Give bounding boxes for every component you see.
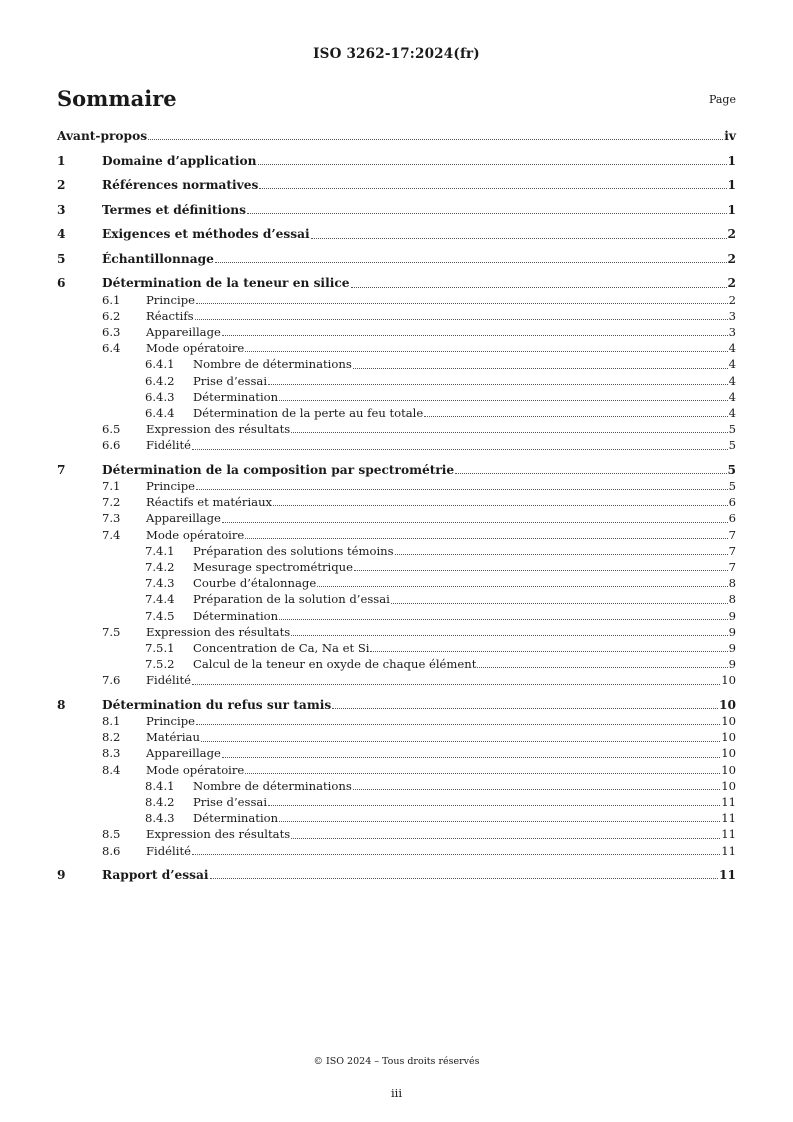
toc-entry-page: 5 <box>728 438 736 453</box>
toc-entry-number: 7.5.1 <box>145 640 175 655</box>
toc-entry-page: 4 <box>728 405 736 420</box>
toc-entry[interactable] <box>57 746 736 762</box>
toc-entry-page: 6 <box>728 511 736 526</box>
toc-entry-page: 1 <box>727 178 736 193</box>
toc-entry-page: 1 <box>727 153 736 168</box>
toc-entry-label: Calcul de la teneur en oxyde de chaque élément <box>193 657 477 672</box>
toc-entry-label: Rapport d’essai <box>102 868 209 883</box>
toc-entry[interactable] <box>57 202 736 218</box>
toc-entry-number: 7.4.5 <box>145 608 175 623</box>
toc-entry-label: Appareillage <box>146 325 221 340</box>
page-column-label: Page <box>708 93 736 106</box>
toc-entry-label: Préparation des solutions témoins <box>193 543 394 558</box>
toc-entry-label: Détermination de la perte au feu totale <box>193 405 424 420</box>
toc-entry-label: Domaine d’application <box>102 153 257 168</box>
toc-entry-label: Concentration de Ca, Na et Si <box>193 640 370 655</box>
dot-leader <box>279 619 727 620</box>
toc-entry-label: Références normatives <box>102 178 259 193</box>
toc-entry[interactable] <box>57 843 736 859</box>
toc-entry[interactable] <box>57 478 736 494</box>
toc-entry-number: 6.1 <box>102 292 121 307</box>
toc-entry-number: 3 <box>57 202 66 217</box>
toc-entry-page: 10 <box>721 762 736 777</box>
toc-entry-number: 8.4.1 <box>145 778 175 793</box>
toc-entry-page: 3 <box>728 325 736 340</box>
toc-entry-page: 2 <box>728 292 736 307</box>
toc-entry-number: 6.3 <box>102 325 121 340</box>
toc-entry-page: 9 <box>728 624 736 639</box>
page-number: iii <box>390 1086 403 1100</box>
dot-leader <box>279 821 720 822</box>
toc-entry-number: 7.4 <box>102 527 121 542</box>
dot-leader <box>291 635 727 636</box>
dot-leader <box>353 789 720 790</box>
toc-entry-page: 8 <box>728 576 736 591</box>
toc-entry-number: 6.5 <box>102 422 121 437</box>
toc-entry-number: 6.4.2 <box>145 373 175 388</box>
dot-leader <box>196 724 720 725</box>
toc-entry-number: 7.6 <box>102 673 121 688</box>
dot-leader <box>317 586 727 587</box>
toc-entry-page: 8 <box>728 592 736 607</box>
toc-entry-number: 6 <box>57 276 66 291</box>
toc-entry-label: Détermination de la composition par spectrométrie <box>102 462 455 477</box>
toc-entry[interactable] <box>57 559 736 575</box>
toc-entry-label: Détermination <box>193 608 279 623</box>
toc-entry-label: Détermination <box>193 811 279 826</box>
dot-leader <box>192 449 728 450</box>
toc-entry-page: 2 <box>727 276 736 291</box>
toc-entry-label: Détermination <box>193 389 279 404</box>
dot-leader <box>215 262 727 263</box>
toc-entry[interactable] <box>57 405 736 421</box>
toc-entry-page: 11 <box>719 868 736 883</box>
toc-entry[interactable] <box>57 275 736 291</box>
toc-entry-label: Détermination de la teneur en silice <box>102 276 350 291</box>
toc-entry[interactable] <box>57 697 736 713</box>
toc-entry-number: 7.2 <box>102 495 121 510</box>
toc-entry[interactable] <box>57 324 736 340</box>
toc-entry-label: Avant-propos <box>57 128 148 143</box>
toc-entry-number: 6.4 <box>102 341 121 356</box>
dot-leader <box>148 139 723 140</box>
toc-entry-label: Exigences et méthodes d’essai <box>102 227 310 242</box>
toc-entry-page: 2 <box>727 227 736 242</box>
toc-entry-page: 10 <box>719 697 736 712</box>
toc-entry-page: 5 <box>728 479 736 494</box>
toc-entry[interactable] <box>57 251 736 267</box>
toc-entry-number: 6.4.3 <box>145 389 175 404</box>
toc-entry-number: 8.5 <box>102 827 121 842</box>
toc-entry-page: 10 <box>721 778 736 793</box>
dot-leader <box>222 522 728 523</box>
toc-entry-label: Principe <box>146 292 196 307</box>
document-header: ISO 3262-17:2024(fr) <box>313 46 480 62</box>
page-title: Sommaire <box>57 86 177 111</box>
toc-entry-number: 8.4.3 <box>145 811 175 826</box>
toc-entry-number: 2 <box>57 178 66 193</box>
toc-entry-label: Prise d’essai <box>193 373 268 388</box>
toc-entry[interactable] <box>57 153 736 169</box>
toc-entry-page: 11 <box>721 795 736 810</box>
dot-leader <box>291 432 727 433</box>
toc-entry-page: 7 <box>728 543 736 558</box>
dot-leader <box>245 538 727 539</box>
toc-entry[interactable] <box>57 356 736 372</box>
toc-entry[interactable] <box>57 510 736 526</box>
toc-entry-number: 7.4.2 <box>145 560 175 575</box>
toc-entry-label: Expression des résultats <box>146 624 291 639</box>
toc-entry-page: 2 <box>727 251 736 266</box>
toc-entry-label: Nombre de déterminations <box>193 778 352 793</box>
dot-leader <box>268 384 728 385</box>
toc-entry[interactable] <box>57 794 736 810</box>
toc-entry-number: 8.4 <box>102 762 121 777</box>
toc-entry-number: 8.2 <box>102 730 121 745</box>
toc-entry[interactable] <box>57 128 736 144</box>
toc-entry-page: 10 <box>721 730 736 745</box>
toc-entry-label: Expression des résultats <box>146 422 291 437</box>
toc-entry[interactable] <box>57 543 736 559</box>
toc-entry-label: Appareillage <box>146 511 221 526</box>
dot-leader <box>192 854 720 855</box>
toc-entry-label: Principe <box>146 479 196 494</box>
toc-entry-label: Mode opératoire <box>146 341 245 356</box>
toc-entry-label: Principe <box>146 714 196 729</box>
toc-entry[interactable] <box>57 713 736 729</box>
toc-entry-number: 7.4.4 <box>145 592 175 607</box>
dot-leader <box>247 213 727 214</box>
dot-leader <box>424 416 727 417</box>
toc-entry[interactable] <box>57 640 736 656</box>
toc-entry-page: 4 <box>728 341 736 356</box>
dot-leader <box>196 303 728 304</box>
dot-leader <box>351 287 727 288</box>
toc-entry-page: 11 <box>721 843 736 858</box>
dot-leader <box>391 603 728 604</box>
toc-entry-label: Appareillage <box>146 746 221 761</box>
toc-entry-page: 5 <box>727 462 736 477</box>
toc-entry[interactable] <box>57 437 736 453</box>
toc-entry-number: 8.1 <box>102 714 121 729</box>
copyright-footer: © ISO 2024 – Tous droits réservés <box>313 1056 480 1067</box>
table-of-contents <box>57 128 736 883</box>
toc-entry-page: 4 <box>728 357 736 372</box>
toc-entry[interactable] <box>57 389 736 405</box>
toc-entry-label: Expression des résultats <box>146 827 291 842</box>
toc-entry-page: 10 <box>721 714 736 729</box>
toc-entry-page: 3 <box>728 308 736 323</box>
toc-entry-label: Termes et définitions <box>102 202 246 217</box>
dot-leader <box>291 838 720 839</box>
toc-entry-number: 6.4.4 <box>145 405 175 420</box>
dot-leader <box>245 351 727 352</box>
toc-entry-number: 5 <box>57 251 66 266</box>
dot-leader <box>455 473 726 474</box>
toc-entry-number: 4 <box>57 227 66 242</box>
toc-entry-label: Mode opératoire <box>146 527 245 542</box>
toc-entry-label: Mode opératoire <box>146 762 245 777</box>
toc-entry-page: 4 <box>728 373 736 388</box>
toc-entry-page: 9 <box>728 608 736 623</box>
toc-entry-label: Courbe d’étalonnage <box>193 576 317 591</box>
dot-leader <box>273 505 728 506</box>
dot-leader <box>354 570 728 571</box>
toc-entry-number: 6.6 <box>102 438 121 453</box>
dot-leader <box>210 878 718 879</box>
toc-entry-page: 7 <box>728 527 736 542</box>
toc-entry[interactable] <box>57 778 736 794</box>
dot-leader <box>279 400 727 401</box>
toc-entry[interactable] <box>57 867 736 883</box>
dot-leader <box>477 667 727 668</box>
toc-entry[interactable] <box>57 575 736 591</box>
toc-entry-page: 5 <box>728 422 736 437</box>
toc-entry[interactable] <box>57 591 736 607</box>
toc-entry[interactable] <box>57 373 736 389</box>
toc-entry-number: 7.3 <box>102 511 121 526</box>
toc-entry[interactable] <box>57 810 736 826</box>
toc-entry[interactable] <box>57 656 736 672</box>
toc-entry[interactable] <box>57 672 736 688</box>
toc-entry-page: 10 <box>721 673 736 688</box>
dot-leader <box>268 805 720 806</box>
toc-entry[interactable] <box>57 729 736 745</box>
dot-leader <box>196 489 728 490</box>
dot-leader <box>195 319 728 320</box>
toc-entry[interactable] <box>57 462 736 478</box>
toc-entry-label: Fidélité <box>146 843 191 858</box>
dot-leader <box>353 368 728 369</box>
toc-entry-number: 8.6 <box>102 843 121 858</box>
toc-entry-label: Échantillonnage <box>102 251 214 266</box>
toc-entry-number: 6.4.1 <box>145 357 175 372</box>
toc-entry-number: 7.4.1 <box>145 543 175 558</box>
toc-entry[interactable] <box>57 494 736 510</box>
toc-entry[interactable] <box>57 608 736 624</box>
toc-entry[interactable] <box>57 292 736 308</box>
toc-entry[interactable] <box>57 421 736 437</box>
dot-leader <box>201 741 720 742</box>
toc-entry[interactable] <box>57 308 736 324</box>
toc-entry-label: Réactifs et matériaux <box>146 495 273 510</box>
toc-entry[interactable] <box>57 340 736 356</box>
dot-leader <box>332 708 718 709</box>
toc-entry-label: Matériau <box>146 730 200 745</box>
toc-entry-label: Nombre de déterminations <box>193 357 352 372</box>
dot-leader <box>258 164 727 165</box>
toc-entry[interactable] <box>57 826 736 842</box>
toc-entry-number: 7 <box>57 462 66 477</box>
toc-entry[interactable] <box>57 527 736 543</box>
dot-leader <box>395 554 728 555</box>
toc-entry-number: 7.1 <box>102 479 121 494</box>
toc-entry-number: 8.4.2 <box>145 795 175 810</box>
toc-entry-number: 7.5 <box>102 624 121 639</box>
toc-entry-number: 8.3 <box>102 746 121 761</box>
toc-entry[interactable] <box>57 177 736 193</box>
dot-leader <box>245 773 720 774</box>
toc-entry-page: 11 <box>721 811 736 826</box>
toc-entry-number: 7.4.3 <box>145 576 175 591</box>
dot-leader <box>311 238 727 239</box>
toc-entry-page: 7 <box>728 560 736 575</box>
toc-entry[interactable] <box>57 226 736 242</box>
toc-entry[interactable] <box>57 762 736 778</box>
toc-entry-label: Fidélité <box>146 438 191 453</box>
toc-entry-label: Préparation de la solution d’essai <box>193 592 390 607</box>
toc-entry-label: Prise d’essai <box>193 795 268 810</box>
toc-entry-page: 1 <box>727 202 736 217</box>
dot-leader <box>370 651 727 652</box>
toc-entry-label: Fidélité <box>146 673 191 688</box>
toc-entry-page: 6 <box>728 495 736 510</box>
toc-entry-page: 9 <box>728 657 736 672</box>
toc-entry-number: 1 <box>57 153 66 168</box>
toc-entry-label: Mesurage spectrométrique <box>193 560 353 575</box>
toc-entry-number: 9 <box>57 868 66 883</box>
dot-leader <box>192 684 720 685</box>
toc-entry[interactable] <box>57 624 736 640</box>
toc-entry-label: Détermination du refus sur tamis <box>102 697 332 712</box>
toc-entry-number: 6.2 <box>102 308 121 323</box>
toc-entry-page: 9 <box>728 640 736 655</box>
toc-entry-label: Réactifs <box>146 308 194 323</box>
toc-entry-number: 7.5.2 <box>145 657 175 672</box>
toc-entry-page: iv <box>724 128 736 143</box>
toc-entry-page: 4 <box>728 389 736 404</box>
toc-entry-page: 11 <box>721 827 736 842</box>
toc-entry-page: 10 <box>721 746 736 761</box>
toc-entry-number: 8 <box>57 697 66 712</box>
dot-leader <box>259 188 726 189</box>
dot-leader <box>222 757 720 758</box>
dot-leader <box>222 335 728 336</box>
